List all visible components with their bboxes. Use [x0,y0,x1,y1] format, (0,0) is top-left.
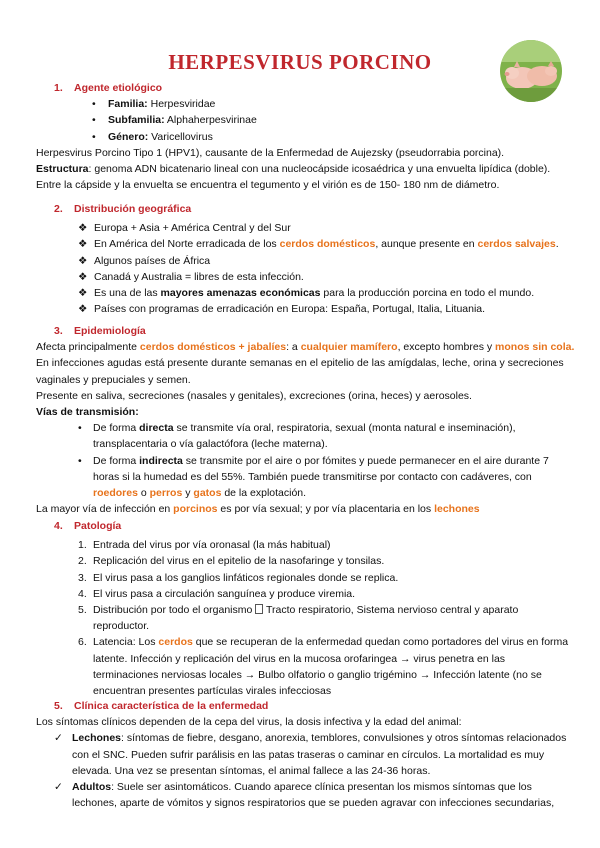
paragraph: En infecciones agudas está presente durante semanas en el epitelio de las amígdalas, leche, orina y secreciones [36,357,564,370]
paragraph: Herpesvirus Porcino Tipo 1 (HPV1), causante de la Enfermedad de Aujezsky (pseudorrabia porcina). [36,146,505,159]
list-item-cont: terminaciones nerviosas locales → Bulbo olfatorio o ganglio trigémino → Infección latente (no se [93,668,542,681]
list-item: • Subfamilia: Alphaherpesvirinae [92,114,257,127]
list-item-cont: lechones, aparte de vómitos y signos respiratorios que se pueden agravar con infecciones secundarias, [72,797,555,810]
paragraph: La mayor vía de infección en porcinos es por vía sexual; y por vía placentaria en los lechones [36,503,480,516]
paragraph: vaginales y prepuciales y semen. [36,373,191,386]
list-item-cont: reproductor. [93,620,150,633]
section-patologia [36,518,569,699]
list-item: • De forma indirecta se transmite por el aire o por fómites y puede permanecer en el aire durante 7 [78,454,549,467]
list-item: • Género: Varicellovirus [92,130,213,143]
list-item: ❖ Europa + Asia + América Central y del Sur [78,222,291,235]
list-item-cont: transplacentaria o vía galactófora (leche materna). [93,438,328,451]
section-epidemiologia [36,323,575,517]
list-item: ❖ En América del Norte erradicada de los cerdos domésticos, aunque presente en cerdos salvajes. [78,238,559,251]
list-item-cont: encuentran presentes partículas virales infecciosas [93,685,332,698]
section-heading: 1. Agente etiológico [54,82,163,94]
paragraph: Estructura: genoma ADN bicatenario lineal con una nucleocápside icosaédrica y una envuelta lipídica (doble). [36,163,551,176]
list-item-cont: horas si la humedad es del 55%. También puede transmitirse por contacto con cadáveres, con [93,470,532,483]
list-item: ✓ Lechones: síntomas de fiebre, desgano, anorexia, temblores, convulsiones y otros síntomas relacionados [36,730,566,746]
list-item: ✓ Adultos: Suele ser asintomáticos. Cuando aparece clínica presentan los mismos síntomas que los [36,779,566,795]
page-title: HERPESVIRUS PORCINO [168,50,432,74]
checkmark-icon: ✓ [54,732,63,745]
list-item: 1. Entrada del virus por vía oronasal (la más habitual) [78,539,331,552]
list-item-cont: con el SNC. Pueden sufrir parálisis en las patas traseras o caminar en círculos. La mortalidad es muy [72,748,545,761]
list-item: ❖ Algunos países de África [78,254,211,267]
list-item: ❖ Canadá y Australia = libres de esta infección. [78,270,304,283]
missing-glyph-icon [255,604,263,614]
list-item: 3. El virus pasa a los ganglios linfáticos regionales donde se replica. [78,571,399,584]
list-item: 4. El virus pasa a circulación sanguínea y produce viremia. [78,587,356,600]
section-heading: 5. Clínica característica de la enfermedad [54,700,269,712]
checkmark-icon: ✓ [54,781,63,794]
section-heading: 2. Distribución geográfica [54,203,192,215]
section-heading: 4. Patología [54,520,122,532]
list-item: 2. Replicación del virus en el epitelio de la nasofaringe y tonsilas. [78,555,385,568]
paragraph: Afecta principalmente cerdos domésticos + jabalíes: a cualquier mamífero, excepto hombres y monos sin cola. [36,341,575,354]
list-item: • De forma directa se transmite vía oral, respiratoria, sexual (monta natural e inseminación), [78,422,516,435]
list-item-cont: elevada. Una vez se presentan síntomas, el animal fallece a las 24-36 horas. [72,764,431,777]
section-agente [36,80,566,193]
list-item: ❖ Es una de las mayores amenazas económicas para la producción porcina en todo el mundo. [78,287,535,300]
list-item: ❖ Países con programas de erradicación en Europa: España, Portugal, Italia, Lituania. [78,303,486,316]
list-item-cont: latente. Infección y replicación del virus en la mucosa orofaringea → virus penetra en las [93,652,506,665]
section-distribucion [36,201,566,317]
section-clinica [36,698,566,811]
list-item: 6. Latencia: Los cerdos que se recuperan de la enfermedad quedan como portadores del virus en forma [78,636,569,649]
list-item: • Familia: Herpesviridae [92,98,216,111]
paragraph: Los síntomas clínicos dependen de la cepa del virus, la dosis infectiva y la edad del animal: [36,716,462,729]
paragraph: Presente en saliva, secreciones (nasales y genitales), excreciones (orina, heces) y aerosoles. [36,389,472,402]
section-heading: 3. Epidemiología [54,325,146,337]
subheading: Vías de transmisión: [36,406,139,419]
list-item-cont: roedores o perros y gatos de la explotación. [93,487,307,500]
list-item: 5. Distribución por todo el organismo Tracto respiratorio, Sistema nervioso central y aparato [78,604,519,617]
paragraph: Entre la cápside y la envuelta se encuentra el tegumento y el virión es de 150- 180 nm de diámetro. [36,179,500,192]
